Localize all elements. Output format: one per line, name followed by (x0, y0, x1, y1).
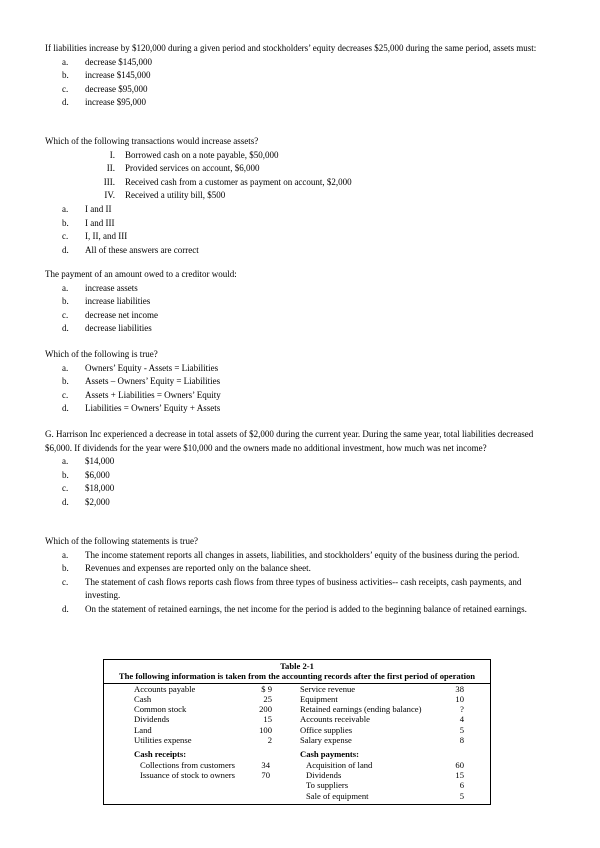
option-a: a. Owners’ Equity - Assets = Liabilities (62, 362, 219, 373)
option-d: d. On the statement of retained earnings, the net income for the period is added to the beginning balance of retained earnings. (62, 603, 527, 614)
option-a: a. The income statement reports all changes in assets, liabilities, and stockholders’ equity of the business during the period. (62, 549, 520, 560)
option-b: b. Revenues and expenses are reported only on the balance sheet. (62, 563, 311, 574)
option-a: a. $14,000 (62, 456, 115, 467)
option-b: b. I and III (62, 217, 115, 228)
option-c: c. decrease $95,000 (62, 83, 148, 94)
roman-item-2: II. Provided services on account, $6,000 (106, 163, 260, 174)
table-row: Utilities expense 2 Salary expense 8 (134, 735, 464, 746)
table-row: Dividends 15 Accounts receivable 4 (134, 714, 464, 725)
option-a: a. I and II (62, 203, 112, 214)
table-row: Land 100 Office supplies 5 (134, 724, 464, 735)
option-b: b. $6,000 (62, 469, 110, 480)
question-2 (45, 135, 557, 257)
roman-item-4: IV. Received a utility bill, $500 (104, 190, 226, 201)
option-c: c. I, II, and III (62, 231, 128, 242)
roman-item-1: I. Borrowed cash on a note payable, $50,000 (109, 149, 279, 160)
table-title: Table 2-1 (280, 661, 314, 671)
question-stem: If liabilities increase by $120,000 during a given period and stockholders’ equity decreases $25,000 during the same period, assets must: (45, 43, 537, 53)
question-5 (45, 428, 557, 510)
question-stem: G. Harrison Inc experienced a decrease in total assets of $2,000 during the current year. During the same year, total liabilities decreased $6,000. If dividends for the year were $10,000 and the owners made no additional investment, how much was net income? (45, 429, 534, 453)
table-subtitle: The following information is taken from the accounting records after the first period of operation (104, 671, 490, 683)
option-d: d. decrease liabilities (62, 323, 152, 334)
option-d: d. $2,000 (62, 496, 110, 507)
cash-section-headers (104, 749, 490, 759)
question-3 (45, 268, 557, 336)
option-b: b. Assets – Owners’ Equity = Liabilities (62, 376, 221, 387)
option-d: d. Liabilities = Owners’ Equity + Assets (62, 403, 221, 414)
table-row: Sale of equipment 5 (306, 790, 464, 801)
question-stem: Which of the following statements is true? (45, 536, 198, 546)
question-stem: The payment of an amount owed to a creditor would: (45, 269, 237, 279)
roman-item-3: III. Received cash from a customer as payment on account, $2,000 (103, 176, 352, 187)
option-c: c. $18,000 (62, 483, 115, 494)
cash-receipts-header: Cash receipts: (134, 749, 187, 760)
question-6 (45, 535, 557, 617)
table-row: Collections from customers 34 Acquisition of land 60 (140, 759, 464, 770)
question-1 (45, 42, 557, 110)
option-c: c. decrease net income (62, 309, 158, 320)
table-row: Cash 25 Equipment 10 (134, 693, 464, 704)
table-row: Accounts payable $ 9 Service revenue 38 (134, 683, 464, 694)
option-a: a. decrease $145,000 (62, 56, 152, 67)
question-4 (45, 348, 557, 416)
option-d: d. All of these answers are correct (62, 244, 199, 255)
option-c: c. Assets + Liabilities = Owners’ Equity (62, 389, 221, 400)
question-stem: Which of the following transactions would increase assets? (45, 136, 259, 146)
table-row: Common stock 200 Retained earnings (ending balance) ? (134, 704, 464, 715)
table-row: To suppliers 6 (306, 780, 464, 791)
option-b: b. increase $145,000 (62, 70, 151, 81)
cash-payments-header: Cash payments: (300, 749, 359, 760)
option-b: b. increase liabilities (62, 296, 151, 307)
question-stem: Which of the following is true? (45, 349, 158, 359)
table-row: Issuance of stock to owners 70 Dividends 15 (140, 769, 464, 780)
option-a: a. increase assets (62, 282, 138, 293)
option-c: c. The statement of cash flows reports cash flows from three types of business activities-- cash receipts, cash payments, and investing. (62, 576, 522, 601)
accounting-table (103, 659, 491, 805)
option-d: d. increase $95,000 (62, 97, 146, 108)
